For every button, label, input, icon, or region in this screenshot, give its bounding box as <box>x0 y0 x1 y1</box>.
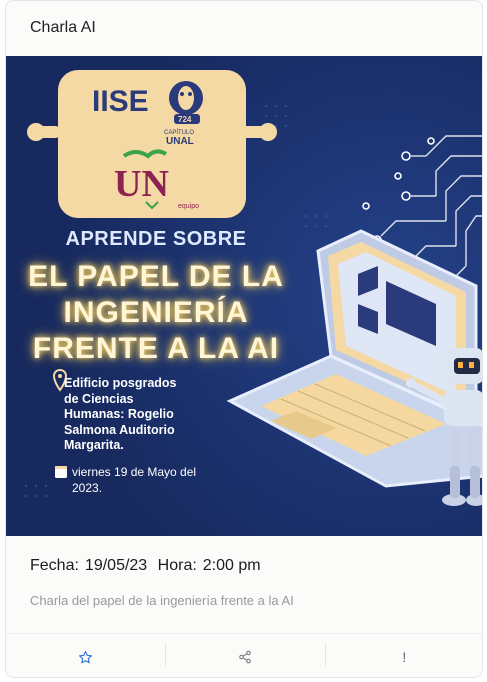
iise-logo <box>27 70 277 218</box>
hora-value: 2:00 pm <box>202 557 261 574</box>
star-icon <box>78 650 93 665</box>
fecha-label: Fecha: <box>30 557 79 574</box>
poster-headline-line-3: FRENTE A LA AI <box>32 332 280 365</box>
poster-kicker: APRENDE SOBRE <box>65 228 247 250</box>
hora-label: Hora: <box>157 557 197 574</box>
location-line: Salmona Auditorio <box>64 422 175 437</box>
fecha-value: 19/05/23 <box>84 557 148 574</box>
location-line: Humanas: Rogelio <box>64 407 174 421</box>
svg-text:IISE: IISE <box>92 85 149 118</box>
svg-text:UNAL: UNAL <box>166 136 194 147</box>
location-line: de Ciencias <box>64 391 134 406</box>
favorite-button[interactable] <box>6 634 165 678</box>
poster-date <box>72 464 262 496</box>
event-datetime <box>30 557 267 575</box>
location-line: Edificio posgrados <box>64 376 177 390</box>
exclamation-icon: ! <box>402 649 407 665</box>
svg-text:724: 724 <box>178 115 192 124</box>
svg-text:equipo: equipo <box>178 203 200 210</box>
date-line: 2023. <box>72 481 103 495</box>
svg-text:UN: UN <box>114 163 169 205</box>
event-poster-image[interactable] <box>6 56 483 536</box>
location-line: Margarita. <box>64 438 124 452</box>
event-description: Charla del papel de la ingeniería frente a la AI <box>30 593 294 608</box>
card-title: Charla AI <box>30 19 96 36</box>
event-card[interactable] <box>5 0 483 678</box>
date-line: viernes 19 de Mayo del <box>72 465 197 479</box>
poster-location <box>64 376 244 454</box>
svg-text:CAPÍTULO: CAPÍTULO <box>164 130 195 136</box>
calendar-icon <box>55 466 67 478</box>
poster-headline-line-1: EL PAPEL DE LA <box>28 260 284 293</box>
more-info-button[interactable] <box>325 634 483 678</box>
share-icon <box>238 650 252 664</box>
poster-headline-line-2: INGENIERÍA <box>63 296 249 329</box>
card-actions <box>6 633 483 678</box>
share-button[interactable] <box>165 634 324 678</box>
